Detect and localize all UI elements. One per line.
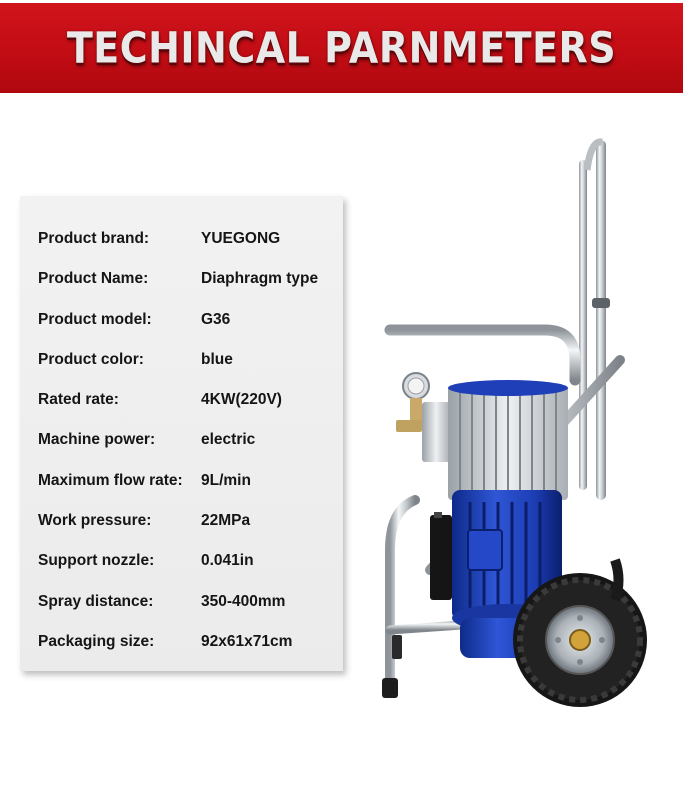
- spec-value: electric: [201, 431, 256, 448]
- spec-label: Spray distance:: [38, 593, 154, 610]
- spec-label: Work pressure:: [38, 512, 152, 529]
- spec-row-model: [38, 309, 230, 331]
- sprayer-machine-image: [360, 130, 660, 710]
- spec-value: Diaphragm type: [201, 270, 319, 287]
- spec-label: Product model:: [38, 311, 152, 328]
- spec-value: blue: [201, 351, 233, 368]
- spec-label: Machine power:: [38, 431, 156, 448]
- spec-row-packaging: [38, 631, 292, 653]
- spec-label: Product color:: [38, 351, 144, 368]
- spec-row-color: [38, 349, 233, 371]
- spec-label: Maximum flow rate:: [38, 472, 183, 489]
- spec-value: 22MPa: [201, 512, 251, 529]
- spec-table: [20, 196, 343, 671]
- spec-label: Product brand:: [38, 230, 150, 247]
- spec-label: Product Name:: [38, 270, 149, 287]
- spec-value: 4KW(220V): [201, 391, 282, 408]
- spec-value: G36: [201, 311, 231, 328]
- spec-label: Support nozzle:: [38, 552, 155, 569]
- spec-row-nozzle: [38, 550, 254, 572]
- spec-value: 9L/min: [201, 472, 251, 489]
- banner-title: TECHINCAL PARNMETERS: [66, 23, 617, 73]
- spec-value: 92x61x71cm: [201, 633, 293, 650]
- spec-value: 0.041in: [201, 552, 254, 569]
- spec-label: Packaging size:: [38, 633, 155, 650]
- spec-row-spray-distance: [38, 591, 285, 613]
- spec-value: YUEGONG: [201, 230, 281, 247]
- spec-row-pressure: [38, 510, 250, 532]
- spec-value: 350-400mm: [201, 593, 286, 610]
- spec-row-power: [38, 429, 255, 451]
- spec-row-brand: [38, 228, 280, 250]
- spec-row-name: [38, 268, 318, 290]
- spec-row-rated-rate: [38, 389, 282, 411]
- title-banner: [0, 3, 683, 93]
- spec-label: Rated rate:: [38, 391, 119, 408]
- spec-row-flow-rate: [38, 470, 251, 492]
